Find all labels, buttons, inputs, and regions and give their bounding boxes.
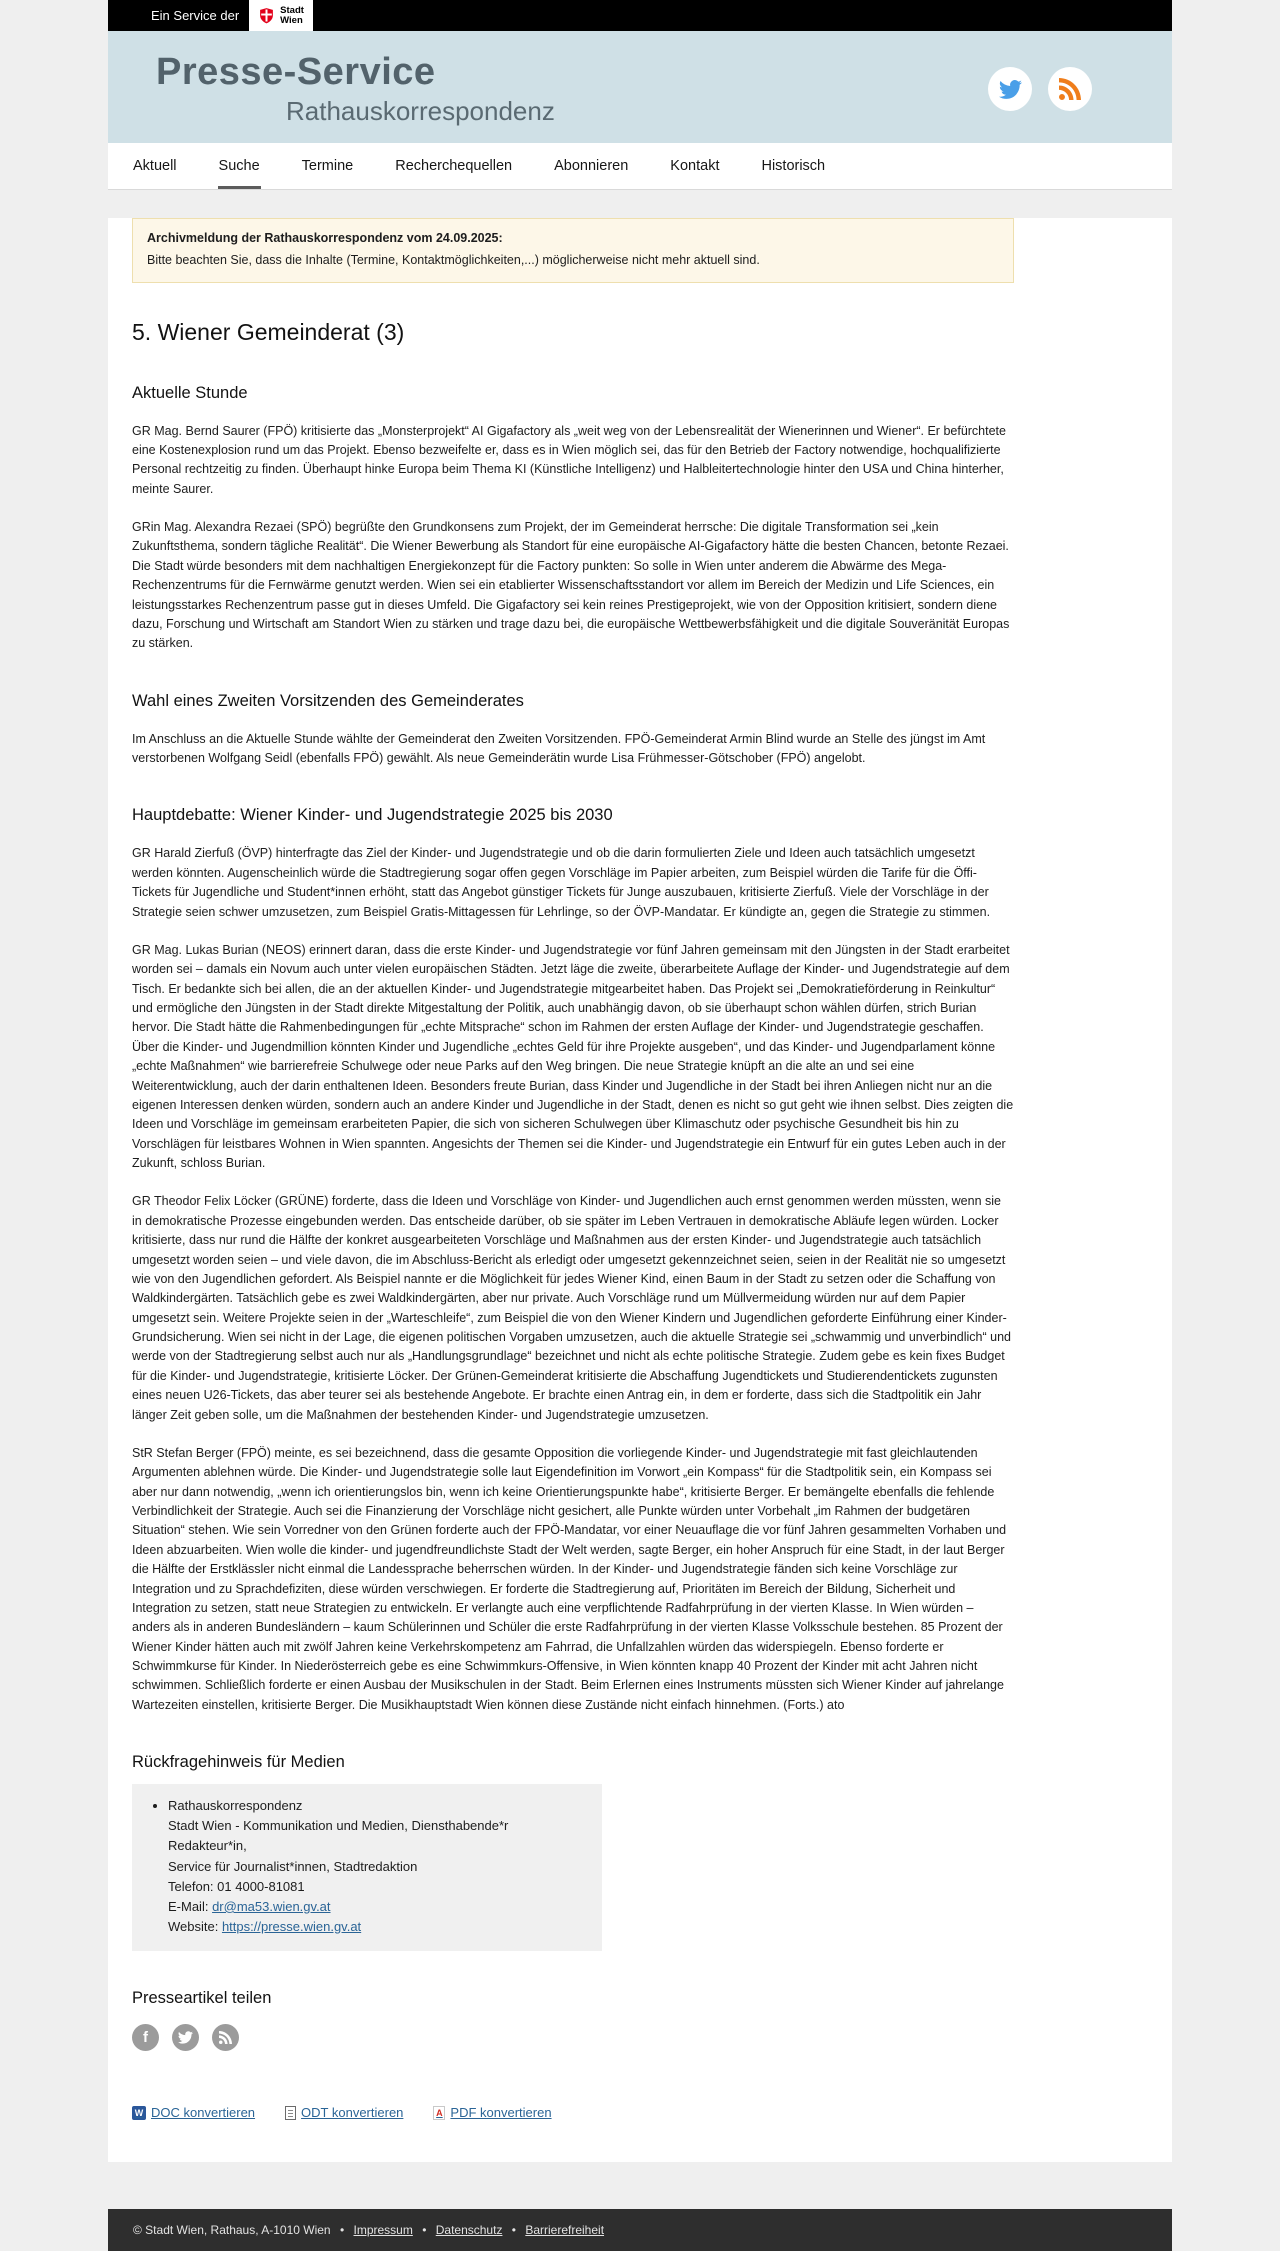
section-heading-rueckfragehinweis: Rückfragehinweis für Medien: [132, 1753, 345, 1772]
convert-links-row: [132, 2105, 1014, 2120]
archive-notice: [132, 218, 1014, 283]
article-paragraph: GRin Mag. Alexandra Rezaei (SPÖ) begrüßte den Grundkonsens zum Projekt, der im Gemeinderat herrsche: Die digitale Transformation sei „kein Zukunftsthema, sondern tägliche Realität“. Die Wiener Bewerbung als Standort für eine europäische AI-Gigafactory hätte die besten Chancen, betonte Rezaei. Die Stadt würde besonders mit dem nachhaltigen Energiekonzept für die Factory punkten: So solle in Wien unter anderem die Abwärme des Mega-Rechenzentrums für die Fernwärme genutzt werden. Wien sei ein etablierter Wissenschaftsstandort vor allem im Bereich der Medizin und Life Sciences, ein leistungsstarkes Rechenzentrum passe gut in dieses Umfeld. Die Gigafactory sei kein reines Prestigeprojekt, wie von der Opposition kritisiert, sondern diene dazu, Forschung und Wirtschaft am Standort Wien zu stärken und trage dazu bei, die europäische Wettbewerbsfähigkeit und die digitale Souveränität Europas zu stärken.: [132, 520, 1010, 651]
wien-logo-text: Stadt Wien: [280, 4, 304, 26]
contact-org: Rathauskorrespondenz: [168, 1798, 303, 1814]
page-container: [108, 0, 1172, 2251]
service-label: Ein Service der: [151, 8, 240, 23]
archive-notice-title: Archivmeldung der Rathauskorrespondenz vom 24.09.2025:: [147, 231, 503, 245]
pdf-convert-link[interactable]: A PDF konvertieren: [433, 2105, 551, 2120]
section-heading-hauptdebatte: Hauptdebatte: Wiener Kinder- und Jugendstrategie 2025 bis 2030: [132, 806, 613, 825]
section-heading-wahl: Wahl eines Zweiten Vorsitzenden des Gemeinderates: [132, 691, 524, 710]
site-subtitle: Rathauskorrespondenz: [286, 96, 555, 126]
page-footer: [108, 2209, 1172, 2251]
nav-item-abonnieren[interactable]: Abonnieren: [554, 158, 629, 174]
page-title: 5. Wiener Gemeinderat (3): [132, 318, 405, 345]
wien-shield-icon: [258, 7, 275, 24]
footer-separator: •: [422, 2223, 427, 2238]
article-content: [108, 218, 1172, 2162]
twitter-icon: [999, 78, 1022, 101]
twitter-icon: [178, 2030, 193, 2045]
doc-file-icon: W: [132, 2106, 146, 2120]
odt-convert-link[interactable]: ODT konvertieren: [285, 2105, 403, 2120]
footer-copyright: © Stadt Wien, Rathaus, A-1010 Wien: [133, 2223, 331, 2238]
article-paragraph: GR Mag. Lukas Burian (NEOS) erinnert daran, dass die erste Kinder- und Jugendstrategie vor fünf Jahren gemeinsam mit den Jüngsten in der Stadt erarbeitet worden sei – damals ein Novum auch unter vielen europäischen Städten. Jetzt läge die zweite, überarbeitete Auflage der Kinder- und Jugendstrategie auf dem Tisch. Er bedankte sich bei allen, die an der aktuellen Kinder- und Jugendstrategie mitgearbeitet haben. Das Projekt sei „Demokratieförderung in Reinkultur“ und ermögliche den Jüngsten in der Stadt direkte Mitgestaltung der Politik, auch unabhängig davon, ob sie überhaupt schon wählen dürfen, strich Burian hervor. Die Stadt hätte die Rahmenbedingungen für „echte Mitsprache“ schon im Rahmen der ersten Auflage der Kinder- und Jugendstrategie geschaffen. Über die Kinder- und Jugendmillion könnten Kinder und Jugendliche „echtes Geld für ihre Projekte ausgeben“, und das Kinder- und Jugendparlament könne „echte Maßnahmen“ wie barrierefreie Schulwege oder neue Parks auf den Weg bringen. Die neue Strategie knüpft an die alte an und sei eine Weiterentwicklung, auch der darin enthaltenen Ideen. Besonders freute Burian, dass Kinder und Jugendliche in der Stadt bei ihren Anliegen nicht nur an die eigenen Interessen denken würden, sondern auch an andere Kinder und Jugendliche in der Stadt, denen es nicht so gut geht wie ihnen selbst. Dies zeigten die Ideen und Vorschläge im gemeinsam erarbeiteten Papier, die sich von sicheren Schulwegen über Klimaschutz oder psychische Gesundheit bis hin zu Vorschlägen für leistbares Wohnen in Wien spannten. Angesichts der Themen sei die Kinder- und Jugendstrategie ein Entwurf für ein gutes Leben auch in der Zukunft, schloss Burian.: [132, 942, 1014, 1170]
share-rss-button[interactable]: [212, 2024, 239, 2051]
article-paragraph: StR Stefan Berger (FPÖ) meinte, es sei bezeichnend, dass die gesamte Opposition die vorliegende Kinder- und Jugendstrategie mit fast gleichlautenden Argumenten ablehnen würde. Die Kinder- und Jugendstrategie solle laut Eigendefinition im Vorwort „ein Kompass“ für die Stadtpolitik sein, ein Kompass sei aber nur dann notwendig, „wenn ich orientierungslos bin, wenn ich keine Orientierungspunkte habe“, kritisierte Berger. Er bemängelte ebenfalls die fehlende Verbindlichkeit der Strategie. Auch sei die Finanzierung der Vorschläge nicht gesichert, alle Punkte würden unter Vorbehalt „im Rahmen der budgetären Situation“ stehen. Wie sein Vorredner von den Grünen forderte auch der FPÖ-Mandatar, vor einer Neuauflage die vor fünf Jahren gesammelten Vorhaben und Ideen abzuarbeiten. Wien wolle die kinder- und jugendfreundlichste Stadt der Welt werden, sagte Berger, ein hoher Anspruch für eine Stadt, in der laut Berger die Hälfte der Erstklässler nicht einmal die Landessprache beherrschen würden. In der Kinder- und Jugendstrategie fänden sich keine Vorschläge zur Integration und zu Sprachdefiziten, diese würden verschwiegen. Er forderte die Stadtregierung auf, Prioritäten im Bereich der Bildung, Sicherheit und Integration zu setzen, statt neue Strategien zu entwickeln. Er verlangte auch eine verpflichtende Radfahrprüfung in der vierten Klasse. In Wien würden – anders als in anderen Bundesländern – kaum Schülerinnen und Schüler die erste Radfahrprüfung in der vierten Klasse Volksschule bestehen. 85 Prozent der Wiener Kinder hätten auch mit zwölf Jahren keine Verkehrskompetenz am Fahrrad, die Unfallzahlen würden das widerspiegeln. Ebenso forderte er Schwimmkurse für Kinder. In Niederösterreich gebe es eine Schwimmkurs-Offensive, in Wien könnten knapp 40 Prozent der Kinder mit acht Jahren nicht schwimmen. Schließlich forderte er einen Ausbau der Musikschulen in der Stadt. Beim Erlernen eines Instruments müssten sich Wiener Kinder auf jahrelange Wartezeiten einstellen, kritisierte Berger. Die Musikhauptstadt Wien können diese Zustände nicht einfach hinnehmen. (Forts.) ato: [132, 1445, 1007, 1712]
nav-item-historisch[interactable]: Historisch: [761, 158, 826, 174]
nav-item-suche[interactable]: Suche: [218, 143, 261, 189]
contact-website-link[interactable]: https://presse.wien.gv.at: [221, 1918, 362, 1934]
article-paragraph: GR Mag. Bernd Saurer (FPÖ) kritisierte das „Monsterprojekt“ AI Gigafactory als „weit weg von der Lebensrealität der Wienerinnen und Wiener“. Er befürchtete eine Kostenexplosion rund um das Projekt. Ebenso bezweifelte er, dass es in Wien möglich sei, das für den Betrieb der Factory notwendige, hochqualifizierte Personal rechtzeitig zu finden. Überhaupt hinke Europa beim Thema KI (Künstliche Intelligenz) und Halbleitertechnologie hinter den USA und China hinterher, meinte Saurer.: [132, 423, 1006, 496]
footer-separator: •: [339, 2223, 345, 2238]
doc-convert-link[interactable]: W DOC konvertieren: [132, 2105, 255, 2120]
media-contact-box: [132, 1784, 602, 1951]
facebook-icon: f: [143, 2029, 148, 2047]
site-title: Presse-Service: [156, 51, 436, 93]
share-heading: Presseartikel teilen: [132, 1989, 272, 2008]
nav-item-termine[interactable]: Termine: [301, 158, 354, 174]
contact-website-label: Website:: [168, 1918, 222, 1934]
rss-icon: [1059, 78, 1081, 100]
odt-file-icon: [285, 2106, 296, 2120]
contact-phone: 01 4000-81081: [217, 1878, 305, 1894]
stadt-wien-logo[interactable]: [249, 0, 313, 31]
rss-icon: [219, 2031, 232, 2044]
contact-email-label: E-Mail:: [168, 1898, 213, 1914]
archive-notice-body: Bitte beachten Sie, dass die Inhalte (Termine, Kontaktmöglichkeiten,...) möglicherweise nicht mehr aktuell sind.: [147, 252, 760, 267]
masthead-social-icons: [988, 67, 1092, 111]
footer-link-impressum[interactable]: Impressum: [353, 2223, 413, 2238]
contact-phone-label: Telefon:: [168, 1878, 218, 1894]
nav-item-recherchequellen[interactable]: Recherchequellen: [395, 158, 513, 174]
nav-item-aktuell[interactable]: Aktuell: [133, 158, 177, 174]
masthead: [108, 31, 1172, 143]
footer-link-datenschutz[interactable]: Datenschutz: [435, 2223, 503, 2238]
share-twitter-button[interactable]: [172, 2024, 199, 2051]
contact-line2: Service für Journalist*innen, Stadtredaktion: [168, 1858, 418, 1874]
nav-item-kontakt[interactable]: Kontakt: [670, 158, 720, 174]
footer-separator: •: [511, 2223, 516, 2238]
article-paragraph: GR Theodor Felix Löcker (GRÜNE) forderte, dass die Ideen und Vorschläge von Kinder- und Jugendlichen auch ernst genommen werden müssten, wenn sie in demokratische Prozesse eingebunden werden. Das entscheide darüber, ob sie später im Leben Vertrauen in demokratische Abläufe legen würden. Locker kritisierte, dass nur rund die Hälfte der konkret ausgearbeiteten Vorschläge und Maßnahmen aus der ersten Kinder- und Jugendstrategie auch tatsächlich umgesetzt worden seien – und viele davon, die im Abschluss-Bericht als erledigt oder umgesetzt gekennzeichnet seien, seien in der Realität nie so umgesetzt wie von den Jugendlichen gefordert. Als Beispiel nannte er die Möglichkeit für jedes Wiener Kind, einen Baum in der Stadt zu setzen oder die Schaffung von Waldkindergärten. Tatsächlich gebe es zwei Waldkindergärten, aber nur private. Auch Vorschläge rund um Müllvermeidung würden nur auf dem Papier umgesetzt sein. Weitere Projekte seien in der „Warteschleife“, zum Beispiel die von den Wiener Kindern und Jugendlichen geforderte Einführung einer Kinder-Grundsicherung. Wien sei nicht in der Lage, die eigenen politischen Vorgaben umzusetzen, auch die aktuelle Strategie sei „schwammig und unverbindlich“ und werde von der Stadtregierung selbst auch nur als „Handlungsgrundlage“ bezeichnet und nicht als echte politische Strategie. Zudem gebe es kein fixes Budget für die Kinder- und Jugendstrategie, kritisierte Löcker. Der Grünen-Gemeinderat kritisierte die Abschaffung Jugendtickets und Studierendentickets zugunsten eines neuen U26-Tickets, das aber teurer sei als bestehende Angebote. Er brachte einen Antrag ein, in dem er forderte, dass sich die Stadtpolitik ein Jahr länger Zeit geben solle, um die Maßnahmen der bestehenden Kinder- und Jugendstrategie umzusetzen.: [132, 1194, 1011, 1422]
footer-link-barrierefreiheit[interactable]: Barrierefreiheit: [525, 2223, 605, 2238]
contact-email-link[interactable]: dr@ma53.wien.gv.at: [212, 1898, 331, 1914]
share-icon-row: [132, 2024, 1014, 2051]
service-topbar: [108, 0, 1172, 31]
share-facebook-button[interactable]: [132, 2024, 159, 2051]
article-paragraph: Im Anschluss an die Aktuelle Stunde wählte der Gemeinderat den Zweiten Vorsitzenden. FPÖ-Gemeinderat Armin Blind wurde an Stelle des jüngst im Amt verstorbenen Wolfgang Seidl (ebenfalls FPÖ) gewählt. Als neue Gemeinderätin wurde Lisa Frühmesser-Götschober (FPÖ) angelobt.: [132, 731, 986, 765]
main-nav: [108, 143, 1172, 190]
rss-button[interactable]: [1048, 67, 1092, 111]
twitter-button[interactable]: [988, 67, 1032, 111]
article-paragraph: GR Harald Zierfuß (ÖVP) hinterfragte das Ziel der Kinder- und Jugendstrategie und ob die darin formulierten Ziele und Ideen auch tatsächlich umgesetzt werden könnten. Augenscheinlich würde die Stadtregierung sogar offen gegen Vorschläge im Papier arbeiten, zum Beispiel würden die Tarife für die Öffi-Tickets für Jugendliche und Student*innen erhöht, statt das Angebot günstiger Tickets für Junge auszubauen, kritisierte Zierfuß. Viele der Vorschläge in der Strategie seien schwer umzusetzen, zum Beispiel Gratis-Mittagessen für Lehrlinge, so der ÖVP-Mandatar. Er kündigte an, gegen die Strategie zu stimmen.: [132, 846, 991, 919]
contact-line1: Stadt Wien - Kommunikation und Medien, Diensthabende*r Redakteur*in,: [168, 1818, 509, 1854]
contact-entry: [168, 1796, 584, 1937]
pdf-file-icon: A: [433, 2106, 445, 2120]
section-heading-aktuelle-stunde: Aktuelle Stunde: [132, 383, 248, 402]
